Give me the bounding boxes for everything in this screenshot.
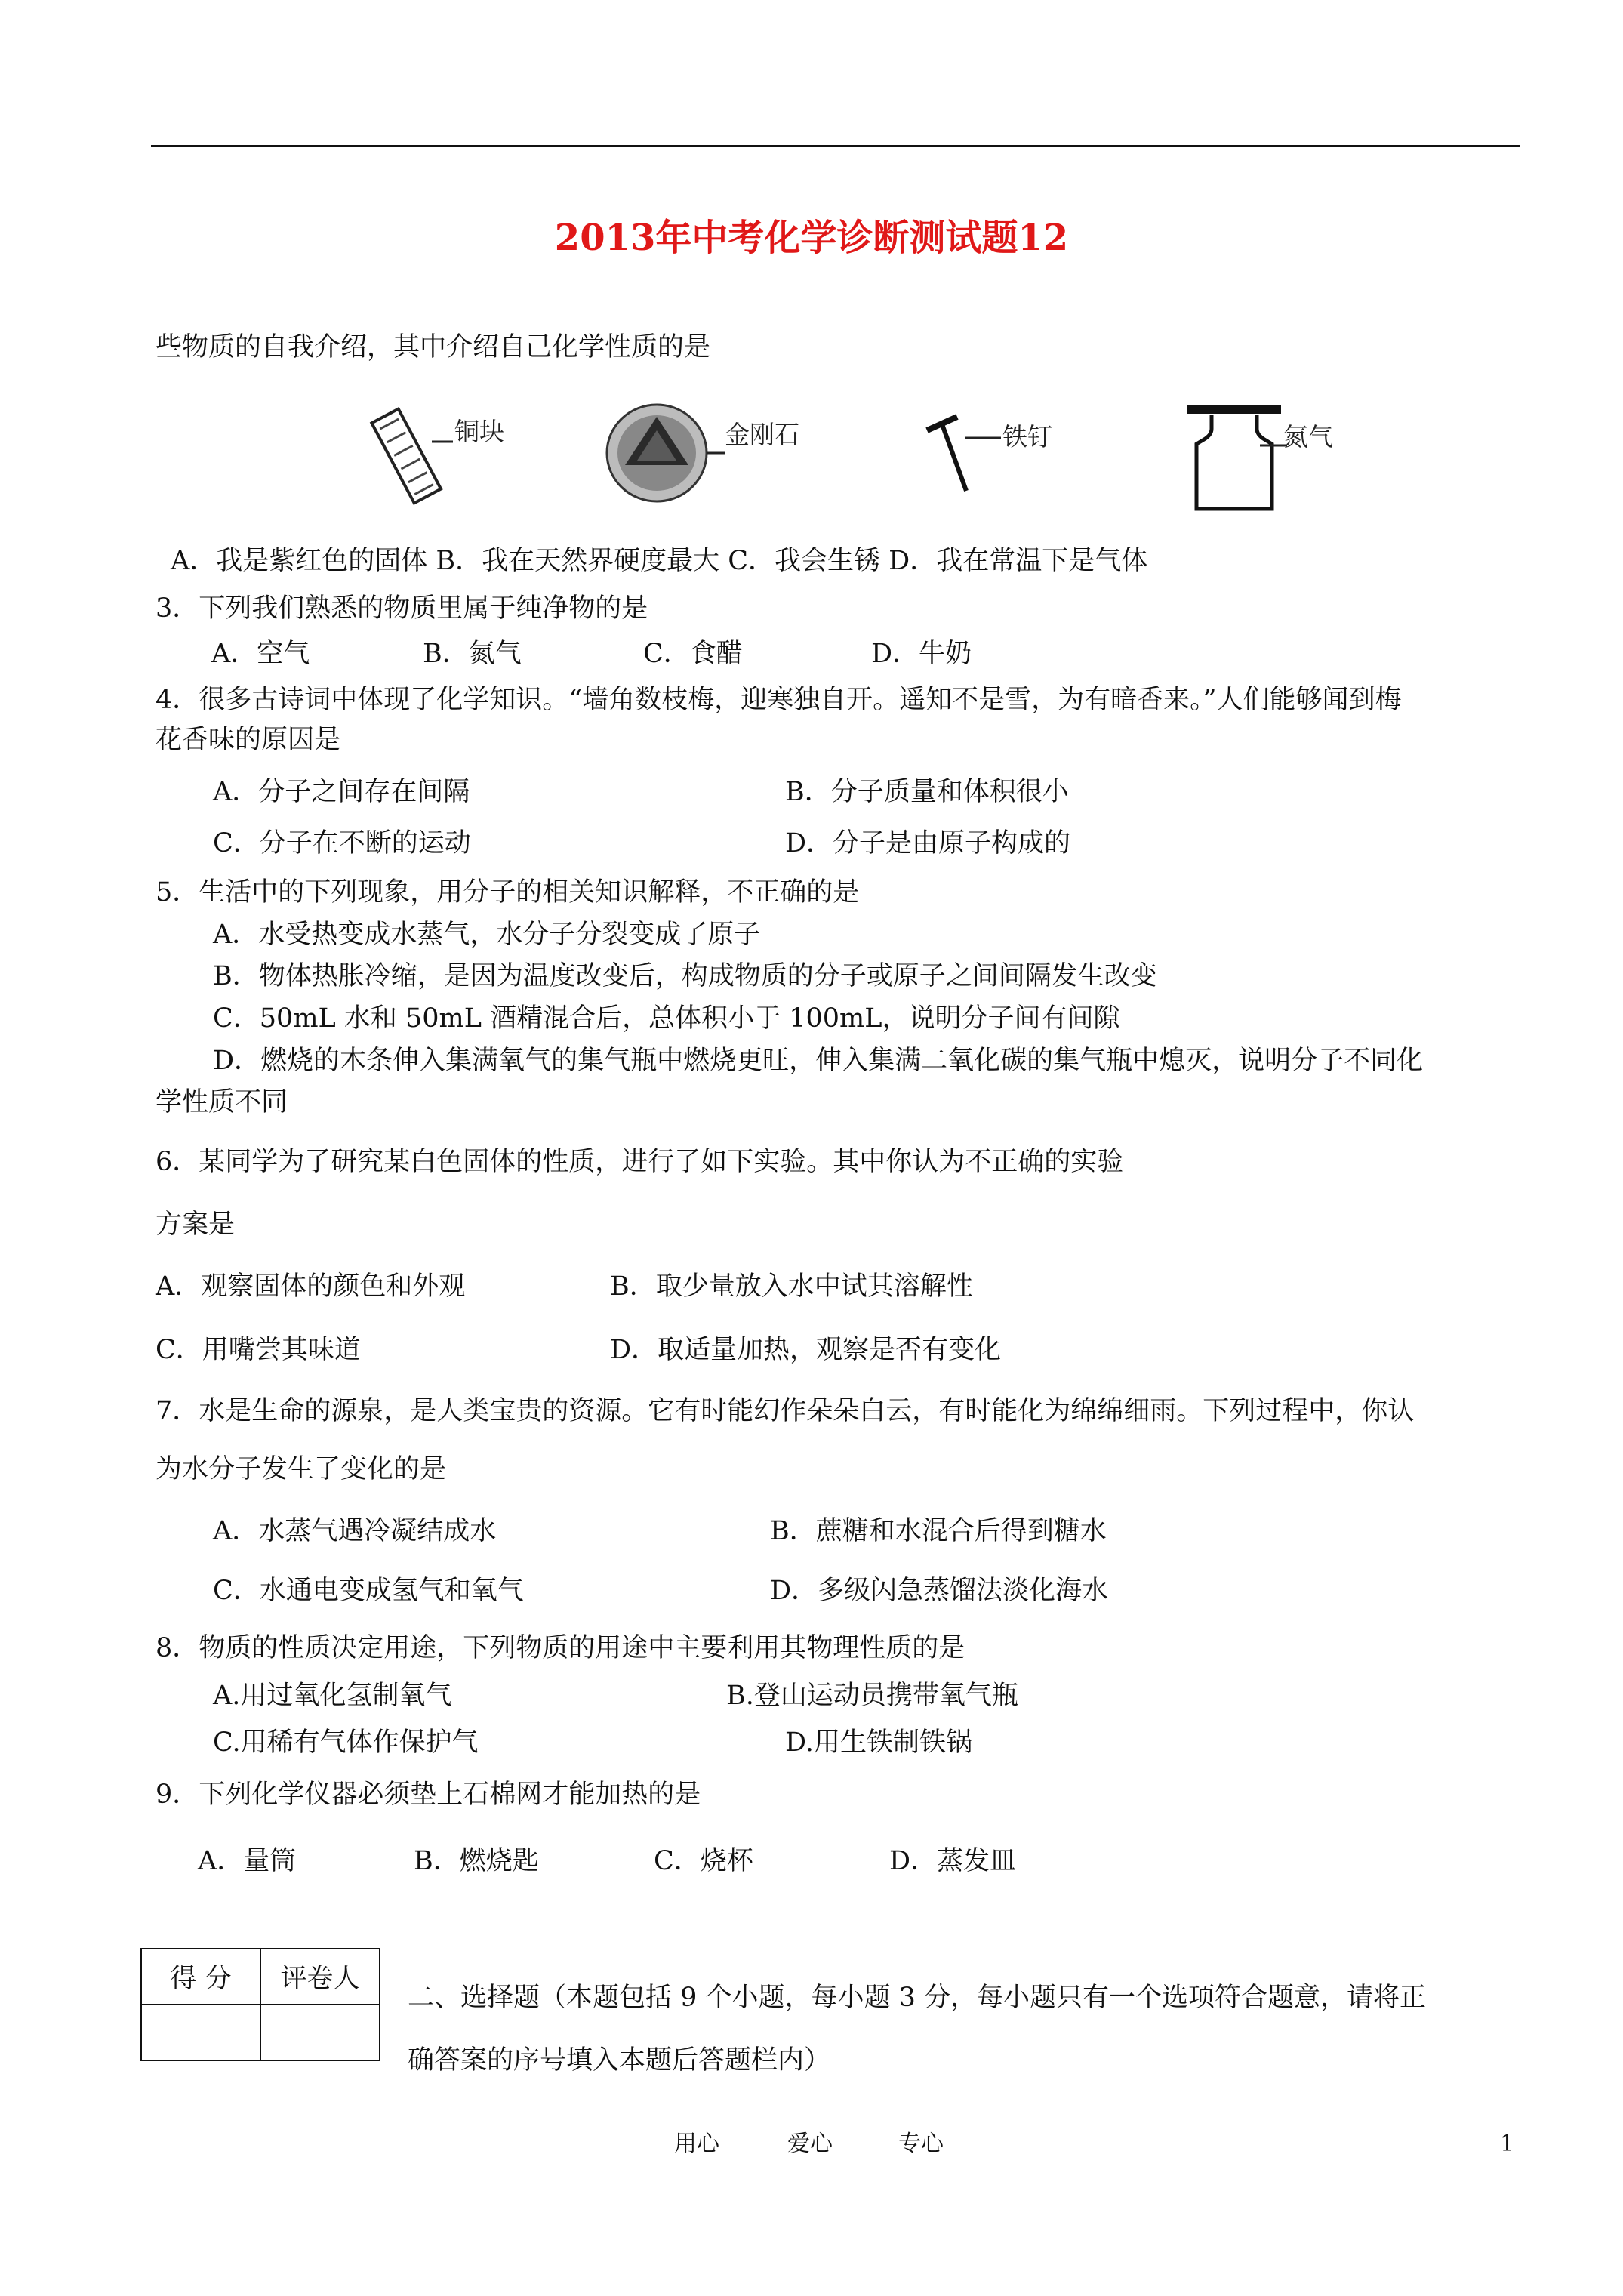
q9-stem: 9．下列化学仪器必须垫上石棉网才能加热的是 — [156, 1780, 701, 1810]
q3-option-c: C．食醋 — [643, 639, 743, 669]
figure-label-nitrogen: 氮气 — [1283, 422, 1333, 451]
q7-option-c: C．水通电变成氢气和氧气 — [213, 1576, 524, 1606]
q5-option-d-continued: 学性质不同 — [156, 1087, 288, 1117]
grader-header: 评卷人 — [260, 1949, 380, 2005]
q7-stem-line1: 7．水是生命的源泉，是人类宝贵的资源。它有时能幻作朵朵白云，有时能化为绵绵细雨。下列过程中，你认 — [156, 1396, 1415, 1426]
copper-block-figure — [362, 404, 453, 506]
q8-stem: 8．物质的性质决定用途，下列物质的用途中主要利用其物理性质的是 — [156, 1633, 965, 1663]
q4-option-b: B．分子质量和体积很小 — [785, 777, 1069, 807]
score-cell — [141, 2005, 260, 2060]
q3-option-b: B．氮气 — [423, 639, 522, 669]
q6-option-d: D．取适量加热，观察是否有变化 — [610, 1335, 1002, 1365]
q4-option-d: D．分子是由原子构成的 — [785, 828, 1071, 858]
q7-option-b: B．蔗糖和水混合后得到糖水 — [770, 1516, 1107, 1546]
section2-heading-line1: 二、选择题（本题包括 9 个小题，每小题 3 分，每小题只有一个选项符合题意，请将正 — [408, 1983, 1427, 2013]
q6-stem-line1: 6．某同学为了研究某白色固体的性质，进行了如下实验。其中你认为不正确的实验 — [156, 1147, 1124, 1177]
q3-option-a: A．空气 — [211, 639, 310, 669]
q9-option-a: A．量筒 — [198, 1846, 297, 1876]
q9-option-c: C．烧杯 — [654, 1846, 753, 1876]
q2-stem: 些物质的自我介绍，其中介绍自己化学性质的是 — [156, 332, 711, 362]
page-number: 1 — [1500, 2131, 1515, 2157]
figure-label-iron-nail: 铁钉 — [1002, 422, 1052, 451]
q5-stem: 5．生活中的下列现象，用分子的相关知识解释，不正确的是 — [156, 877, 860, 908]
q7-option-d: D．多级闪急蒸馏法淡化海水 — [770, 1576, 1109, 1606]
q7-stem-line2: 为水分子发生了变化的是 — [156, 1454, 447, 1484]
q8-option-b: B.登山运动员携带氧气瓶 — [726, 1681, 1018, 1711]
footer-motto-3: 专心 — [898, 2131, 944, 2157]
figure-label-copper: 铜块 — [454, 417, 504, 446]
q4-stem-line2: 花香味的原因是 — [156, 725, 341, 755]
q5-option-d: D．燃烧的木条伸入集满氧气的集气瓶中燃烧更旺，伸入集满二氧化碳的集气瓶中熄灭，说明分子不同化 — [213, 1046, 1424, 1076]
q5-option-c: C．50mL 水和 50mL 酒精混合后，总体积小于 100mL，说明分子间有间隙 — [213, 1003, 1120, 1034]
q7-option-a: A．水蒸气遇冷凝结成水 — [213, 1516, 497, 1546]
score-header: 得 分 — [141, 1949, 260, 2005]
iron-nail-figure — [919, 408, 1002, 498]
page-title: 2013年中考化学诊断测试题12 — [554, 217, 1069, 259]
footer-motto-1: 用心 — [674, 2131, 719, 2157]
q3-option-d: D．牛奶 — [871, 639, 972, 669]
q5-option-b: B．物体热胀冷缩，是因为温度改变后，构成物质的分子或原子之间间隔发生改变 — [213, 961, 1157, 991]
q2-options: A．我是紫红色的固体 B．我在天然界硬度最大 C．我会生锈 D．我在常温下是气体 — [171, 546, 1148, 576]
q8-option-d: D.用生铁制铁锅 — [785, 1727, 972, 1758]
header-rule — [151, 145, 1520, 147]
q8-option-c: C.用稀有气体作保护气 — [213, 1727, 479, 1758]
q8-option-a: A.用过氧化氢制氧气 — [213, 1681, 452, 1711]
diamond-figure — [604, 400, 725, 506]
q9-option-d: D．蒸发皿 — [889, 1846, 1017, 1876]
q4-option-a: A．分子之间存在间隔 — [213, 777, 470, 807]
score-table — [140, 1948, 380, 2061]
q9-option-b: B．燃烧匙 — [414, 1846, 539, 1876]
gas-jar-figure — [1181, 402, 1287, 513]
figure-label-diamond: 金刚石 — [725, 420, 799, 449]
q6-stem-line2: 方案是 — [156, 1210, 236, 1240]
section2-heading-line2: 确答案的序号填入本题后答题栏内） — [408, 2045, 831, 2076]
q6-option-a: A．观察固体的颜色和外观 — [156, 1271, 466, 1302]
grader-cell — [260, 2005, 380, 2060]
q6-option-c: C．用嘴尝其味道 — [156, 1335, 361, 1365]
q5-option-a: A．水受热变成水蒸气，水分子分裂变成了原子 — [213, 920, 761, 950]
q3-stem: 3．下列我们熟悉的物质里属于纯净物的是 — [156, 593, 648, 624]
q6-option-b: B．取少量放入水中试其溶解性 — [610, 1271, 973, 1302]
footer-motto-2: 爱心 — [787, 2131, 833, 2157]
q4-stem-line1: 4．很多古诗词中体现了化学知识。“墙角数枝梅，迎寒独自开。遥知不是雪，为有暗香来。”人们能够闻到梅 — [156, 685, 1402, 715]
q4-option-c: C．分子在不断的运动 — [213, 828, 471, 858]
